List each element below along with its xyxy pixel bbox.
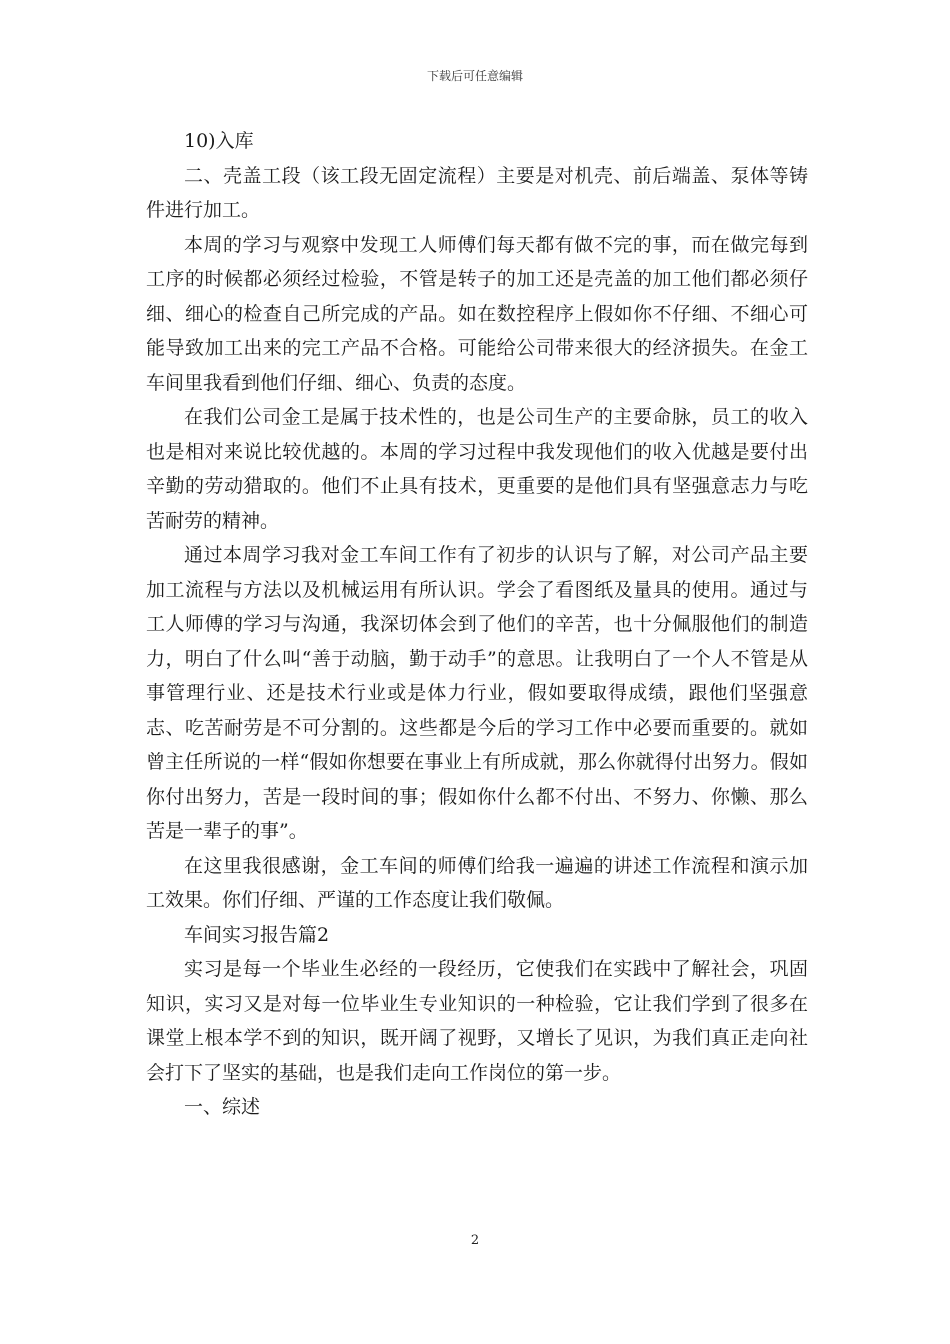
paragraph-metalwork: 在我们公司金工是属于技术性的，也是公司生产的主要命脉，员工的收入也是相对来说比较优越的。本周的学习过程中我发现他们的收入优越是要付出辛勤的劳动猎取的。他们不止具有技术，更重要的是他们具有坚强意志力与吃苦耐劳的精神。 [146,406,808,532]
page-header: 下载后可任意编辑 [426,69,523,83]
section-heading-report-2: 车间实习报告篇2 [184,923,330,946]
paragraph-internship-intro: 实习是每一个毕业生必经的一段经历，它使我们在实践中了解社会，巩固知识，实习又是对每一位毕业生专业知识的一种检验，它让我们学到了很多在课堂上根本学不到的知识，既开阔了视野，又增长了见识，为我们真正走向社会打下了坚实的基础，也是我们走向工作岗位的第一步。 [146,958,808,1084]
document-body [146,124,808,1125]
paragraph-observation: 本周的学习与观察中发现工人师傅们每天都有做不完的事，而在做完每到工序的时候都必须经过检验，不管是转子的加工还是壳盖的加工他们都必须仔细、细心的检查自己所完成的产品。如在数控程序上假如你不仔细、不细心可能导致加工出来的完工产品不合格。可能给公司带来很大的经济损失。在金工车间里我看到他们仔细、细心、负责的态度。 [146,233,808,394]
paragraph-thanks: 在这里我很感谢，金工车间的师傅们给我一遍遍的讲述工作流程和演示加工效果。你们仔细、严谨的工作态度让我们敬佩。 [146,854,808,911]
paragraph-shell-section: 二、壳盖工段（该工段无固定流程）主要是对机壳、前后端盖、泵体等铸件进行加工。 [146,164,808,221]
page-number: 2 [470,1233,480,1248]
paragraph-step-10: 10)入库 [184,130,254,152]
paragraph-learning: 通过本周学习我对金工车间工作有了初步的认识与了解，对公司产品主要加工流程与方法以及机械运用有所认识。学会了看图纸及量具的使用。通过与工人师傅的学习与沟通，我深切体会到了他们的辛苦，也十分佩服他们的制造力，明白了什么叫“善于动脑，勤于动手”的意思。让我明白了一个人不管是从事管理行业、还是技术行业或是体力行业，假如要取得成绩，跟他们坚强意志、吃苦耐劳是不可分割的。这些都是今后的学习工作中必要而重要的。就如曾主任所说的一样“假如你想要在事业上有所成就，那么你就得付出努力。假如你付出努力，苦是一段时间的事；假如你什么都不付出、不努力、你懒、那么苦是一辈子的事”。 [146,544,808,842]
section-heading-overview: 一、综述 [184,1096,261,1118]
